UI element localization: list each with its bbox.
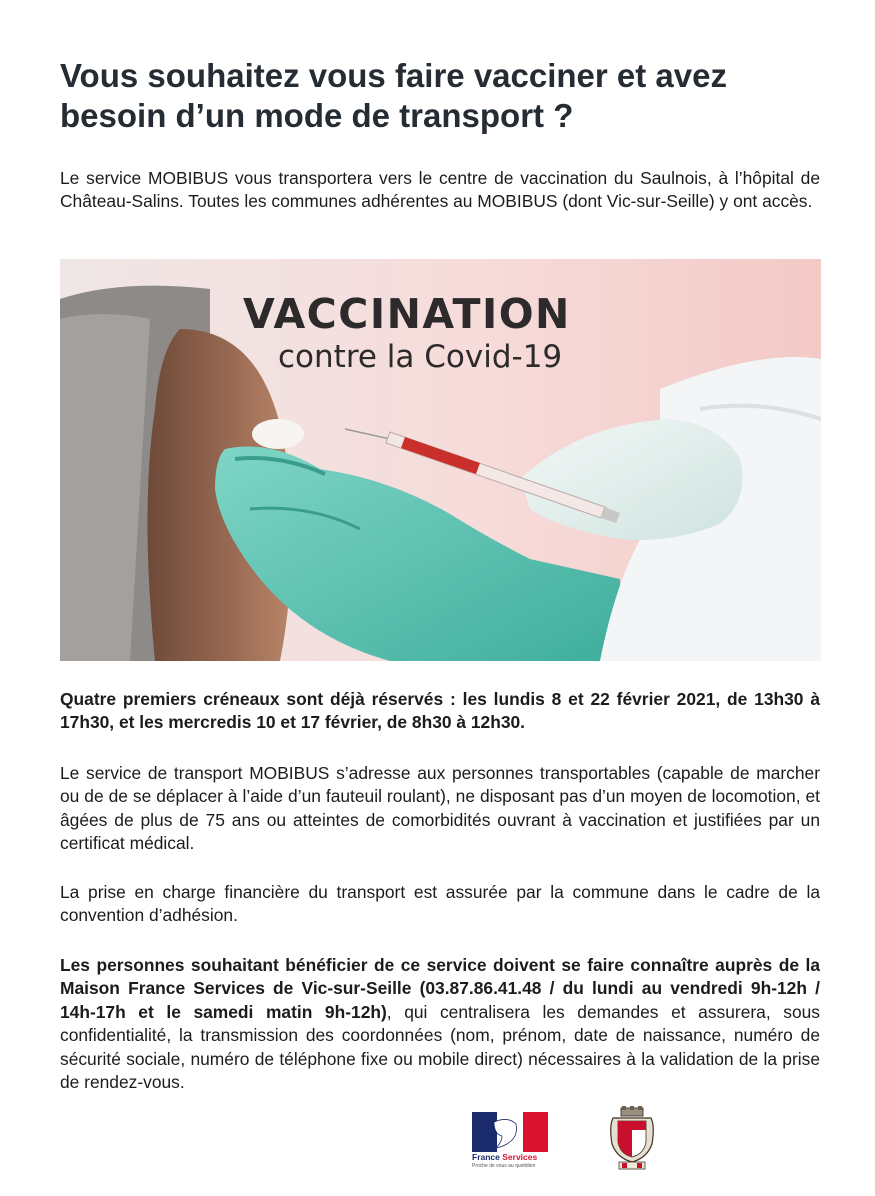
town-coat-of-arms-icon (609, 1106, 655, 1170)
service-description-paragraph: Le service de transport MOBIBUS s’adresse aux personnes transportables (capable de marcher ou de de se déplacer à l’aide d’un fauteuil roulant), ne disposant pas d’un moyen de locomotion, et âgées de plus de 75 ans ou atteintes de comorbidités ouvrant à vaccination et justifiées par un certificat médical. (60, 763, 820, 854)
france-services-logo (470, 1110, 550, 1170)
financing-paragraph: La prise en charge financière du transport est assurée par la commune dans le cadre de la convention d’adhésion. (60, 882, 820, 926)
vaccination-photo (60, 259, 821, 661)
contact-bold-text: Les personnes souhaitant bénéficier de ce service doivent se faire connaître auprès de la Maison France Services de Vic-sur-Seille (03.87.86.41.48 / du lundi au vendredi 9h-12h / 14h-17h et le samedi matin 9h-12h) (60, 955, 820, 1022)
contact-rest-text: , qui centralisera les demandes et assurera, sous confidentialité, la transmission des coordonnées (nom, prénom, date de naissance, numéro de sécurité sociale, numéro de téléphone fixe ou mobile direct) nécessaires à la validation de la prise de rendez-vous. (60, 1001, 820, 1093)
image-title-line1: VACCINATION (243, 290, 571, 338)
france-services-tagline: Proche de vous au quotidien (472, 1163, 536, 1169)
france-services-name: France Services (472, 1152, 538, 1162)
marianne-flag-icon (472, 1112, 548, 1152)
image-title-line2: contre la Covid-19 (278, 339, 563, 375)
intro-paragraph: Le service MOBIBUS vous transportera vers le centre de vaccination du Saulnois, à l’hôpital de Château-Salins. Toutes les communes adhérentes au MOBIBUS (dont Vic-sur-Seille) y ont accès. (60, 168, 820, 212)
page-title: Vous souhaitez vous faire vacciner et avez besoin d’un mode de transport ? (60, 57, 727, 134)
contact-paragraph (60, 954, 820, 1094)
reserved-slots-paragraph: Quatre premiers créneaux sont déjà réservés : les lundis 8 et 22 février 2021, de 13h30 à 17h30, et les mercredis 10 et 17 février, de 8h30 à 12h30. (60, 689, 820, 733)
